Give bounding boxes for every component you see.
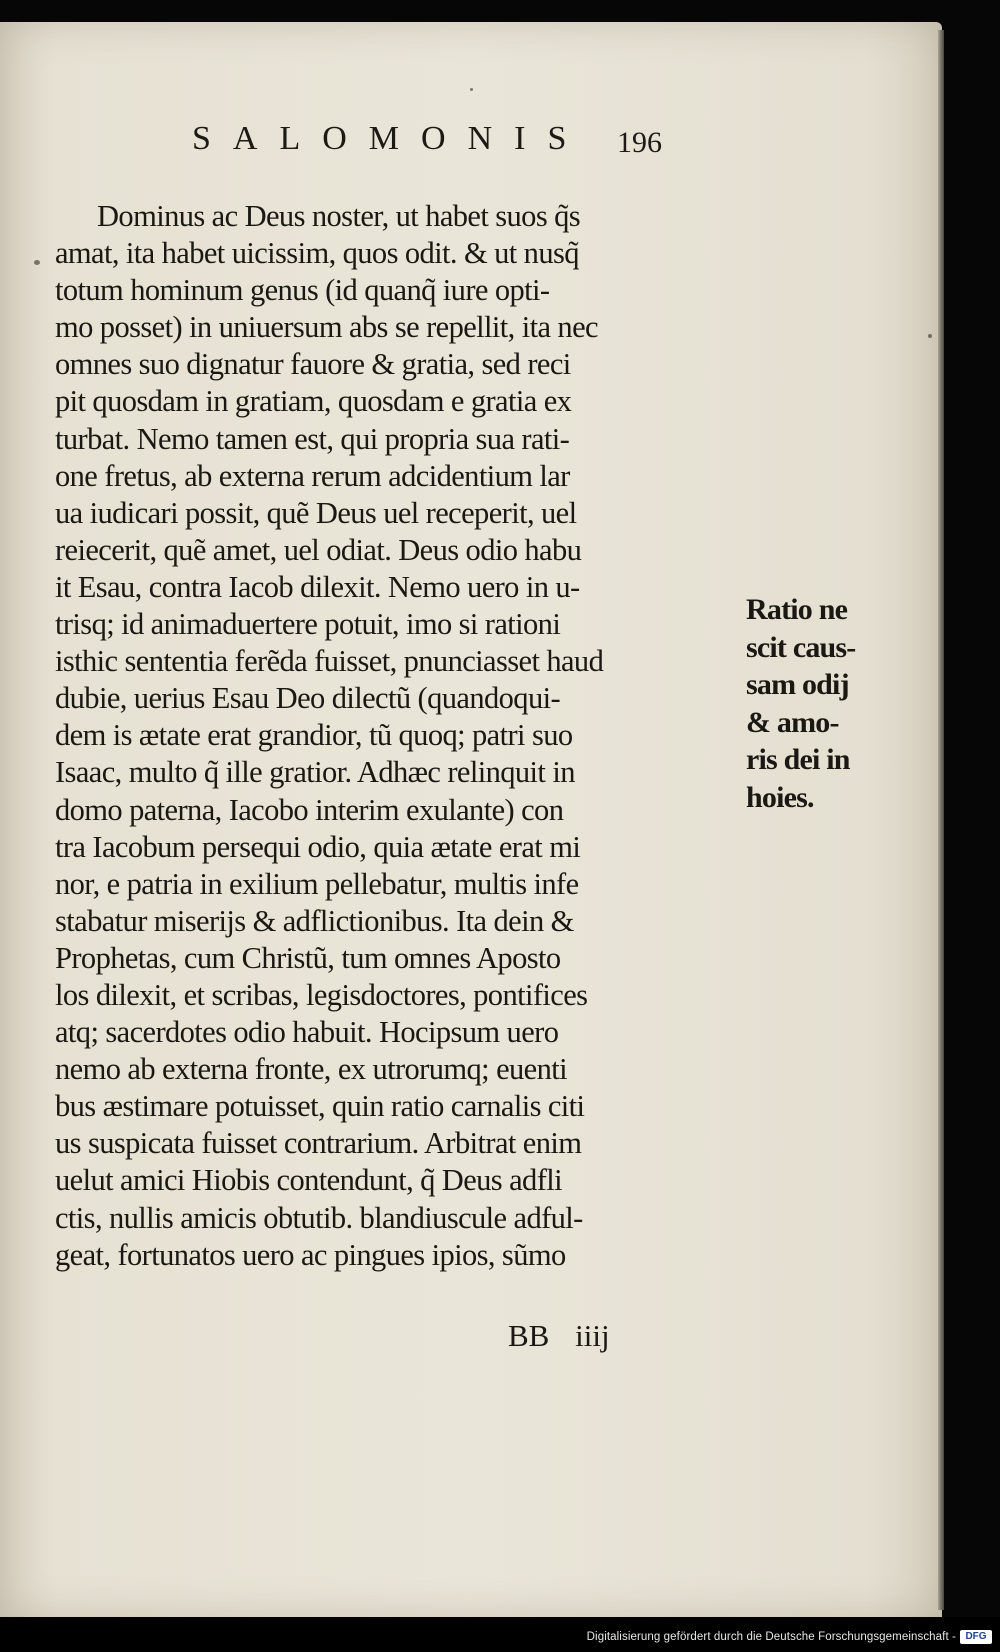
folio-number: 196 (617, 126, 662, 159)
funding-credit: Digitalisierung gefördert durch die Deutsche Forschungsgemeinschaft - (586, 1631, 956, 1643)
marginal-note (746, 591, 896, 816)
page-edge-shadow (938, 30, 944, 1610)
marginal-note-line: Ratio ne (746, 593, 848, 626)
body-line: it Esau, contra Iacob dilexit. Nemo uero in u- (55, 569, 580, 604)
body-line: nemo ab externa fronte, ex utrorumq; euenti (55, 1052, 567, 1087)
body-line: stabatur miserijs & adflictionibus. Ita dein & (55, 903, 574, 938)
dfg-logo-icon: DFG (960, 1630, 992, 1644)
body-line: pit quosdam in gratiam, quosdam e gratia ex (55, 384, 572, 419)
ink-speck (470, 88, 473, 91)
marginal-note-line: ris dei in (746, 743, 850, 776)
body-line: one fretus, ab externa rerum adcidentium lar (55, 458, 570, 493)
ink-speck (928, 334, 932, 338)
body-line: ctis, nullis amicis obtutib. blandiuscule adful- (55, 1200, 583, 1235)
marginal-note-line: & amo- (746, 705, 839, 739)
running-head (192, 120, 662, 170)
body-line: amat, ita habet uicissim, quos odit. & ut nusq̃ (55, 236, 579, 271)
body-line: us suspicata fuisset contrarium. Arbitrat enim (55, 1126, 582, 1161)
marginal-note-line: sam odij (746, 668, 849, 701)
body-line: isthic sententia ferẽda fuisset, pnunciasset haud (55, 644, 604, 679)
body-line: los dilexit, et scribas, legisdoctores, pontifices (55, 977, 588, 1012)
footer-bar (0, 1617, 1000, 1652)
body-line: bus æstimare potuisset, quin ratio carnalis citi (55, 1089, 585, 1124)
body-line: reiecerit, quẽ amet, uel odiat. Deus odio habu (55, 532, 582, 567)
body-line: turbat. Nemo tamen est, qui propria sua rati- (55, 421, 570, 456)
body-line: ua iudicari possit, quẽ Deus uel receperit, uel (55, 495, 577, 530)
body-line: atq; sacerdotes odio habuit. Hocipsum uero (55, 1015, 559, 1050)
marginal-note-line: scit caus- (746, 630, 856, 664)
body-line: tra Iacobum persequi odio, quia ætate erat mi (55, 829, 581, 864)
body-line: dubie, uerius Esau Deo dilectũ (quandoqui- (55, 681, 561, 716)
body-text (55, 198, 735, 1274)
signature-mark: BB iiij (508, 1318, 610, 1353)
body-line: totum hominum genus (id quanq̃ iure opti- (55, 273, 550, 308)
body-line: geat, fortunatos uero ac pingues ipios, sũmo (55, 1237, 566, 1272)
body-line: Dominus ac Deus noster, ut habet suos q̃s (97, 199, 581, 233)
body-line: Isaac, multo q̃ ille gratior. Adhæc relinquit in (55, 755, 575, 790)
running-title: SALOMONIS (192, 120, 589, 157)
body-line: domo paterna, Iacobo interim exulante) con (55, 792, 564, 827)
body-line: dem is ætate erat grandior, tũ quoq; patri suo (55, 718, 573, 753)
body-line: uelut amici Hiobis contendunt, q̃ Deus adfli (55, 1163, 562, 1198)
book-page (0, 22, 942, 1617)
ink-speck (34, 260, 40, 265)
marginal-note-line: hoies. (746, 780, 814, 814)
body-line: Prophetas, cum Christũ, tum omnes Aposto (55, 940, 561, 975)
body-line: nor, e patria in exilium pellebatur, multis infe (55, 866, 579, 901)
body-line: trisq; id animaduertere potuit, imo si rationi (55, 607, 561, 642)
body-line: omnes suo dignatur fauore & gratia, sed reci (55, 347, 571, 382)
body-line: mo posset) in uniuersum abs se repellit, ita nec (55, 310, 598, 345)
